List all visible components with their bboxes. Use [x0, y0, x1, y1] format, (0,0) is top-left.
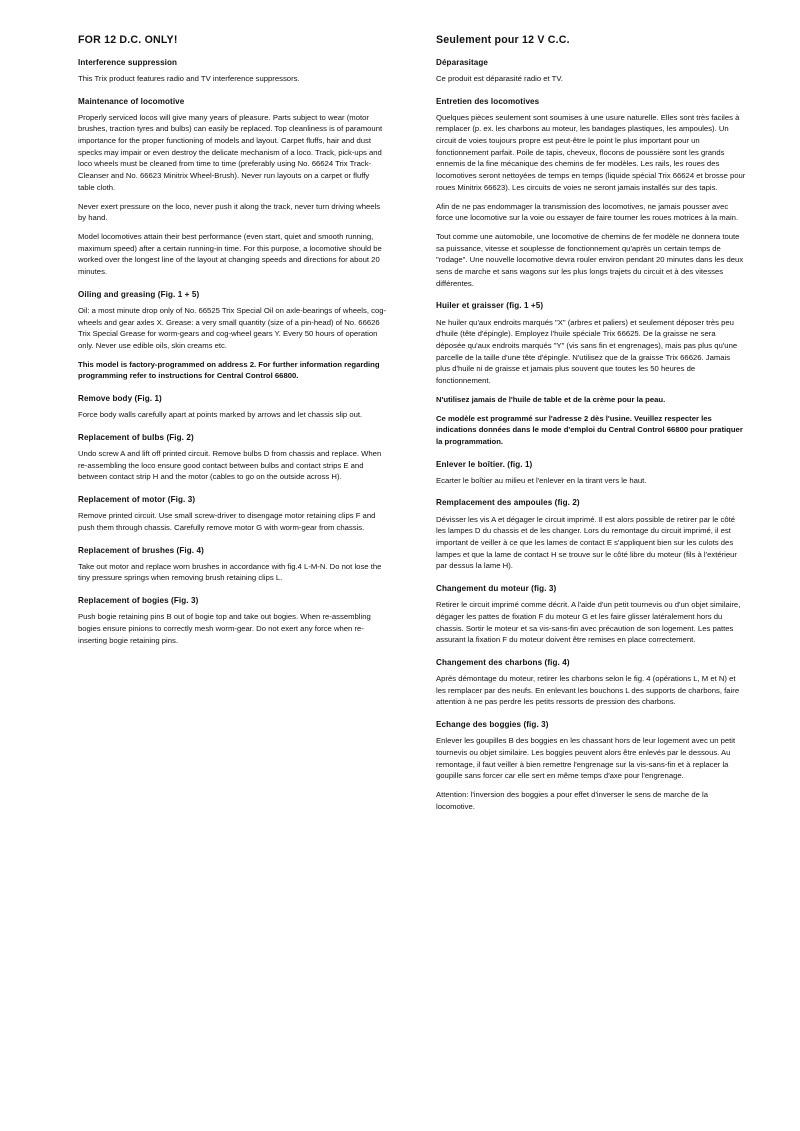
- section-heading: Echange des boggies (fig. 3): [436, 720, 549, 730]
- paragraph: Afin de ne pas endommager la transmission des locomotives, ne jamais pousser avec force une locomotive sur la voie ou essayer de faire tourner les roues motrices à la main.: [436, 201, 739, 223]
- section-huiler-et-graisser: [436, 301, 746, 447]
- section-heading: Maintenance of locomotive: [78, 96, 185, 106]
- column-english: [78, 34, 388, 658]
- section-heading: Entretien des locomotives: [436, 96, 540, 106]
- paragraph: Take out motor and replace worn brushes in accordance with fig.4 L-M-N. Do not lose the tiny pressure springs when removing brush retaining clips L.: [78, 561, 382, 583]
- column-french: [436, 34, 746, 825]
- section-maintenance-of-locomotive: [78, 97, 388, 278]
- section-oiling-and-greasing: [78, 290, 388, 382]
- section-heading: Oiling and greasing (Fig. 1 + 5): [78, 289, 200, 299]
- paragraph: Enlever les goupilles B des boggies en les chassant hors de leur logement avec un petit tournevis ou objet similaire. Les boggies peuvent alors être enlevés par le dessous. Au remontage, il faut veiller à bien remettre l'engrenage sur la vis-sans-fin et à replacer la goupille sans forcer car elle sert en même temps d'axe pour l'engrenage.: [436, 736, 736, 781]
- section-deparasitage: [436, 58, 746, 85]
- section-remplacement-des-ampoules: [436, 498, 746, 572]
- section-heading: Changement des charbons (fig. 4): [436, 657, 570, 667]
- paragraph: This Trix product features radio and TV interference suppressors.: [78, 73, 300, 83]
- paragraph: Après démontage du moteur, retirer les charbons selon le fig. 4 (opérations L, M et N) et les remplacer par des neufs. En enlevant les bouchons L des supports de charbons, faire attention à ne pas perdre les petits ressorts de pression des charbons.: [436, 674, 740, 707]
- section-enlever-le-boitier: [436, 460, 746, 487]
- section-replacement-of-bulbs: [78, 433, 388, 483]
- paragraph: Properly serviced locos will give many years of pleasure. Parts subject to wear (motor brushes, traction tyres and bulbs) can easily be replaced. Top cleanliness is of paramount importance for the proper functioning of models and layout. Carpet fluffs, hair and dust specks may impair or even destroy the delicate mechanism of a loco. Track, pick-ups and loco wheels must be cleaned from time to time (preferably using No. 66624 Trix Track-Cleanser and No. 66623 Minitrix Wheel-Brush). Never run layouts on a carpet or fluffy table cloth.: [78, 112, 383, 192]
- paragraph: Dévisser les vis A et dégager le circuit imprimé. Il est alors possible de retirer par le côté les lampes D du chassis et de les changer. Lors du remontage du circuit imprimé, il est important de veiller à ce que les lames de contact E s'appliquent bien sur les culots des lampes et que la lame de contact H se trouve sur le côté libre du moteur (fils à l'extérieur par dessus la lame H).: [436, 514, 737, 571]
- section-interference-suppression: [78, 58, 388, 85]
- paragraph: Force body walls carefully apart at points marked by arrows and let chassis slip out.: [78, 410, 363, 420]
- paragraph: Ce produit est déparasité radio et TV.: [436, 73, 563, 83]
- paragraph: Remove printed circuit. Use small screw-driver to disengage motor retaining clips F and push them through chassis. Carefully remove motor G with worm-gear from chassis.: [78, 511, 376, 532]
- paragraph: Never exert pressure on the loco, never push it along the track, never turn driving wheels by hand.: [78, 201, 381, 223]
- paragraph: Tout comme une automobile, une locomotive de chemins de fer modèle ne donnera toute sa puissance, vitesse et souplesse de fonctionnement qu'après un certain temps de "rodage". Une nouvelle locomotive devra rouler environ pendant 20 minutes dans les deux sens de marche et sans wagons sur les plus longs trajets du circuit et à des vitesses différentes.: [436, 231, 744, 288]
- section-heading: Interference suppression: [78, 57, 178, 67]
- paragraph-emphasis: Ce modèle est programmé sur l'adresse 2 dès l'usine. Veuillez respecter les indications données dans le mode d'emploi du Central Control 66800 pour pratiquer la programmation.: [436, 413, 743, 446]
- paragraph: Attention: l'inversion des boggies a pour effet d'inverser le sens de marche de la locomotive.: [436, 790, 709, 811]
- section-entretien-des-locomotives: [436, 97, 746, 290]
- page-title-english: FOR 12 D.C. ONLY!: [78, 34, 178, 46]
- page-title-french: Seulement pour 12 V C.C.: [436, 34, 570, 46]
- section-heading: Replacement of motor (Fig. 3): [78, 495, 196, 505]
- section-heading: Replacement of brushes (Fig. 4): [78, 545, 204, 555]
- section-heading: Replacement of bogies (Fig. 3): [78, 596, 199, 606]
- paragraph: Quelques pièces seulement sont soumises à une usure naturelle. Elles sont très faciles à remplacer (p. ex. les charbons au moteur, les bandages plastiques, les ampoules). Un circuit de voies toujours propre est peut-être le point le plus important pour un fonctionnement parfait. Poile de tapis, cheveux, flocons de poussière sont les grands ennemis de la fine mécanique des chemins de fer modèles. Les rails, les roues des locomotives seront nettoyées de temps en temps (liquide spécial Trix 66624 et brosse pour roues Minitrix 66623). Les circuits de voies ne seront jamais installés sur des tapis.: [436, 112, 746, 192]
- paragraph: Oil: a most minute drop only of No. 66525 Trix Special Oil on axle-bearings of wheels, cog-wheels and gear axles X. Grease: a very small quantity (size of a pin-head) of No. 66626 Trix Special Grease for worm-gears and cog-wheel gears Y. Every 50 hours of operation only. Never use edible oils, skin creams etc.: [78, 305, 387, 350]
- two-column-layout: [78, 34, 754, 825]
- section-changement-du-moteur: [436, 584, 746, 646]
- paragraph: Retirer le circuit imprimé comme décrit. A l'aide d'un petit tournevis ou d'un objet similaire, dégager les pattes de fixation F du moteur G et les faire glisser latéralement hors du chassis. Sortir le moteur et sa vis-sans-fin avec précaution de son logement. Les pattes assurant la fixation F du moteur doivent être remises en place correctement.: [436, 600, 741, 645]
- section-changement-des-charbons: [436, 658, 746, 708]
- paragraph-emphasis: This model is factory-programmed on address 2. For further information regarding programming refer to instructions for Central Control 66800.: [78, 359, 380, 381]
- section-heading: Déparasitage: [436, 57, 489, 67]
- paragraph: Ne huiler qu'aux endroits marqués "X" (arbres et paliers) et seulement déposer très peu d'huile (tête d'épingle). Employez l'huile spéciale Trix 66625. De la graisse ne sera déposée qu'aux endroits marqués "Y" (vis sans fin et engrenages), mais pas plus qu'une parcelle de la taille d'une tête d'épingle. N'utilisez que de la graisse Trix 66626. Jamais plus d'huile ni de graisse et jamais plus souvent que toutes les 50 heures de fonctionnement.: [436, 317, 738, 386]
- paragraph: Push bogie retaining pins B out of bogie top and take out bogies. When re-assembling bogies ensure pinions to correctly mesh worm-gear. Do not exert any force when re-inserting bogie retaining pins.: [78, 612, 371, 645]
- section-echange-des-boggies: [436, 720, 746, 812]
- paragraph-emphasis: N'utilisez jamais de l'huile de table et de la crème pour la peau.: [436, 394, 666, 404]
- section-heading: Enlever le boîtier. (fig. 1): [436, 459, 533, 469]
- section-heading: Replacement of bulbs (Fig. 2): [78, 432, 194, 442]
- section-heading: Remplacement des ampoules (fig. 2): [436, 498, 580, 508]
- paragraph: Model locomotives attain their best performance (even start, quiet and smooth running, maximum speed) after a certain running-in time. For this purpose, a locomotive should be worked over the longest line of the layout at changing speeds and directions for about 20 minutes.: [78, 231, 382, 277]
- section-heading: Huiler et graisser (fig. 1 +5): [436, 301, 544, 311]
- section-replacement-of-motor: [78, 495, 388, 534]
- section-heading: Changement du moteur (fig. 3): [436, 584, 557, 594]
- section-remove-body: [78, 394, 388, 421]
- section-heading: Remove body (Fig. 1): [78, 394, 162, 404]
- section-replacement-of-bogies: [78, 596, 388, 646]
- paragraph: Undo screw A and lift off printed circuit. Remove bulbs D from chassis and replace. When re-assembling the loco ensure good contact between bulbs and contact strips E and between contact strip H and the motor (cables to go on the outside across H).: [78, 449, 382, 482]
- section-replacement-of-brushes: [78, 546, 388, 585]
- paragraph: Ecarter le boîtier au milieu et l'enlever en la tirant vers le haut.: [436, 475, 647, 485]
